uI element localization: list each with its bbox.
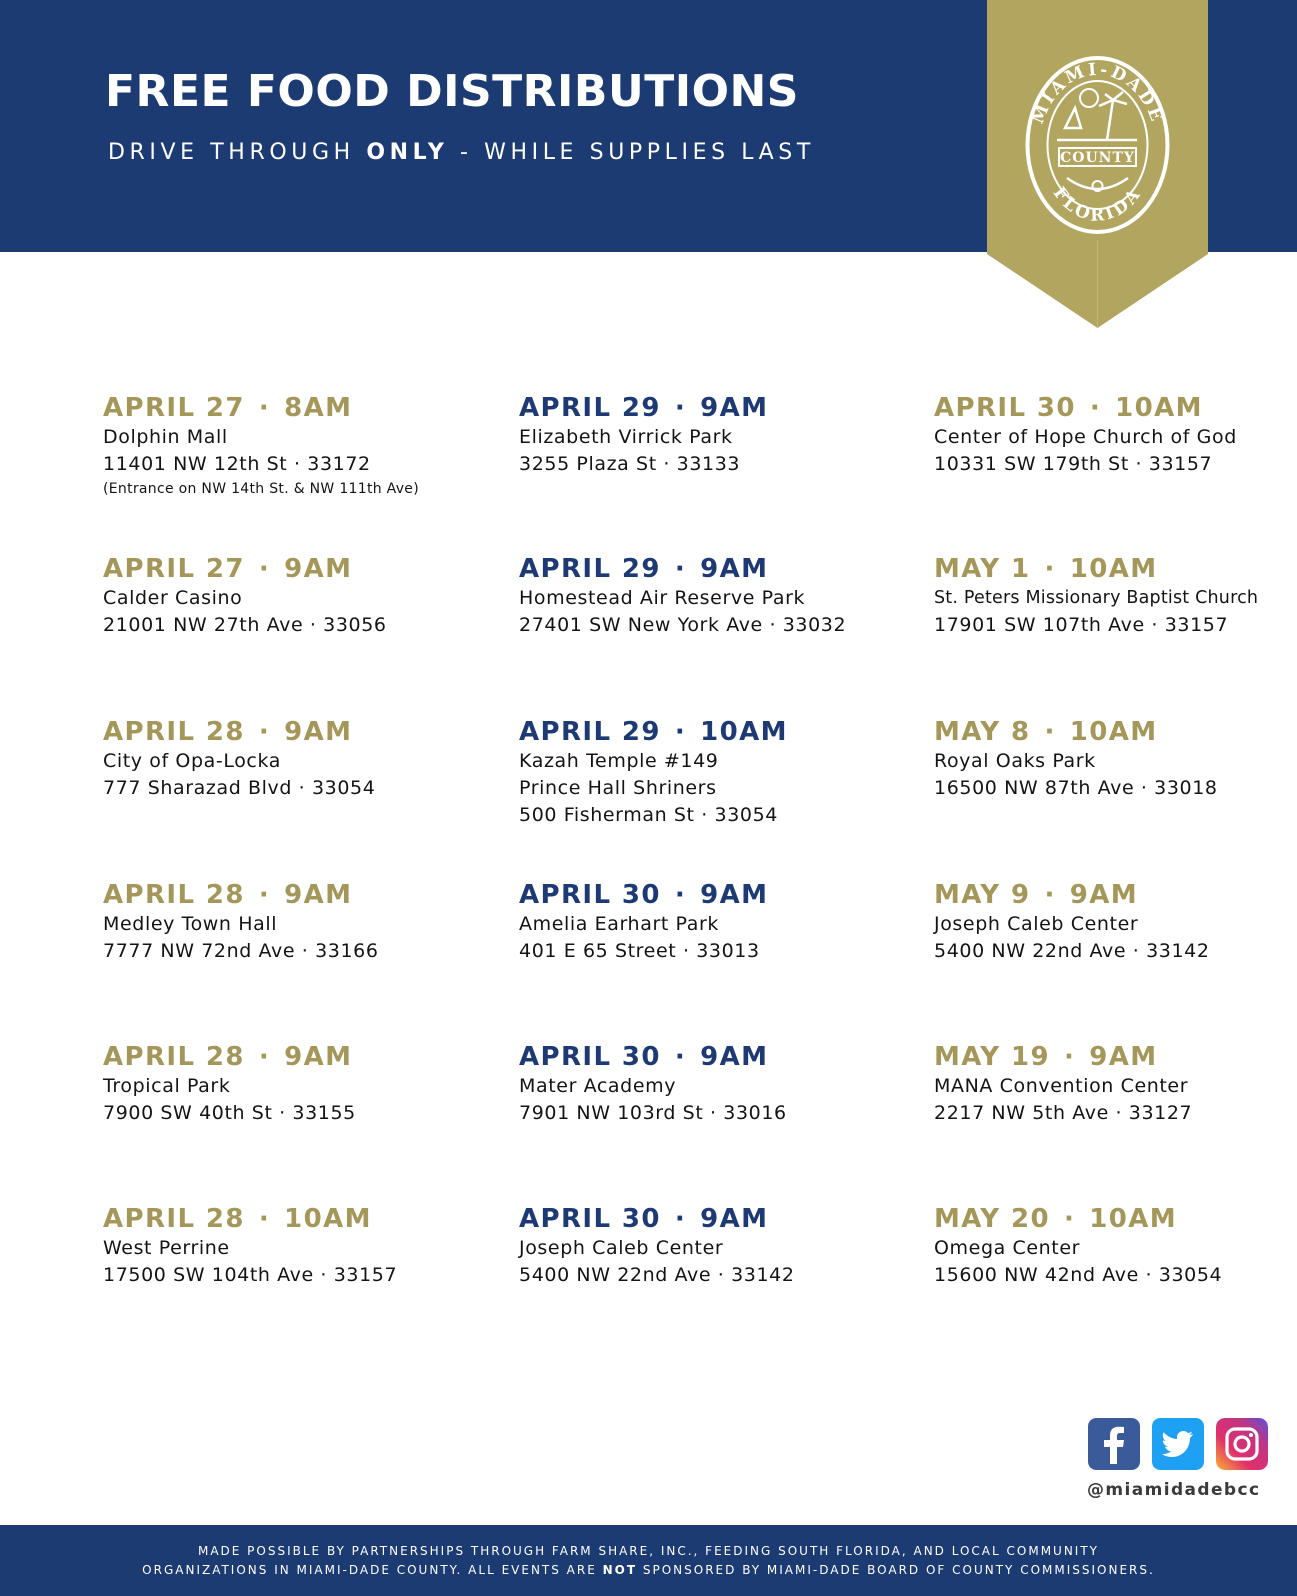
separator-dot: · bbox=[674, 880, 687, 910]
event-venue: St. Peters Missionary Baptist Church bbox=[934, 588, 1259, 608]
event-card bbox=[103, 716, 473, 802]
separator-dot: · bbox=[258, 1204, 271, 1234]
separator-dot: · bbox=[258, 1042, 271, 1072]
separator-dot: · bbox=[674, 1204, 687, 1234]
event-date: MAY 1 bbox=[934, 554, 1031, 584]
event-datetime bbox=[934, 392, 1297, 424]
social-links bbox=[1088, 1418, 1268, 1470]
event-card bbox=[519, 392, 889, 478]
event-address-line: 10331 SW 179th St · 33157 bbox=[934, 453, 1213, 475]
social-handle[interactable]: @miamidadebcc bbox=[1087, 1480, 1261, 1500]
event-time: 9AM bbox=[1089, 1042, 1158, 1072]
event-venue: West Perrine bbox=[103, 1237, 230, 1259]
event-venue: Mater Academy bbox=[519, 1075, 677, 1097]
separator-dot: · bbox=[1044, 554, 1056, 584]
event-date: APRIL 29 bbox=[519, 393, 661, 423]
event-card bbox=[519, 1041, 889, 1127]
event-address-line: 17500 SW 104th Ave · 33157 bbox=[103, 1264, 398, 1286]
event-date: MAY 20 bbox=[934, 1204, 1050, 1234]
event-address-line: 7777 NW 72nd Ave · 33166 bbox=[103, 940, 379, 962]
event-address-line: (Entrance on NW 14th St. & NW 111th Ave) bbox=[103, 481, 419, 497]
event-card bbox=[934, 1041, 1297, 1127]
event-datetime bbox=[103, 553, 473, 585]
event-venue: MANA Convention Center bbox=[934, 1075, 1189, 1097]
event-venue: Dolphin Mall bbox=[103, 426, 228, 448]
event-datetime bbox=[934, 1203, 1297, 1235]
event-venue: Medley Town Hall bbox=[103, 913, 278, 935]
footer-line-2 bbox=[0, 1563, 1297, 1577]
subtitle-text-2: - WHILE SUPPLIES LAST bbox=[448, 140, 815, 165]
event-time: 9AM bbox=[700, 1204, 769, 1234]
event-datetime bbox=[934, 716, 1297, 748]
event-time: 10AM bbox=[284, 1204, 372, 1234]
event-date: APRIL 28 bbox=[103, 717, 245, 747]
twitter-icon[interactable] bbox=[1152, 1418, 1204, 1470]
event-venue: Calder Casino bbox=[103, 587, 243, 609]
separator-dot: · bbox=[1044, 717, 1056, 747]
footer-line-2-text-1: ORGANIZATIONS IN MIAMI-DADE COUNTY. ALL EVENTS ARE bbox=[142, 1563, 603, 1577]
event-time: 10AM bbox=[700, 717, 788, 747]
event-venue: Joseph Caleb Center bbox=[519, 1237, 724, 1259]
facebook-icon[interactable] bbox=[1088, 1418, 1140, 1470]
separator-dot: · bbox=[1044, 880, 1056, 910]
event-time: 9AM bbox=[700, 393, 769, 423]
event-datetime bbox=[103, 392, 473, 424]
event-time: 8AM bbox=[284, 393, 353, 423]
event-venue: City of Opa-Locka bbox=[103, 750, 281, 772]
event-time: 9AM bbox=[1069, 880, 1139, 910]
event-card bbox=[103, 553, 473, 639]
seal-top-text: MIAMI-DADE bbox=[1027, 59, 1168, 127]
footer-emphasis: NOT bbox=[602, 1563, 638, 1577]
event-venue: Center of Hope Church of God bbox=[934, 426, 1237, 448]
event-date: APRIL 29 bbox=[519, 554, 661, 584]
event-address-line: 7901 NW 103rd St · 33016 bbox=[519, 1102, 787, 1124]
event-datetime bbox=[103, 1203, 473, 1235]
event-card bbox=[934, 1203, 1297, 1289]
event-card bbox=[103, 1203, 473, 1289]
event-datetime bbox=[103, 1041, 473, 1073]
event-date: APRIL 27 bbox=[103, 393, 245, 423]
event-address-line: 401 E 65 Street · 33013 bbox=[519, 940, 760, 962]
event-address-line: 27401 SW New York Ave · 33032 bbox=[519, 614, 847, 636]
event-venue: Kazah Temple #149 bbox=[519, 750, 719, 772]
event-datetime bbox=[519, 879, 889, 911]
event-card bbox=[934, 716, 1297, 802]
event-datetime bbox=[934, 1041, 1297, 1073]
event-time: 9AM bbox=[284, 1042, 353, 1072]
event-date: APRIL 28 bbox=[103, 1042, 245, 1072]
event-card bbox=[519, 553, 889, 639]
event-date: APRIL 30 bbox=[519, 880, 661, 910]
event-address-line: 21001 NW 27th Ave · 33056 bbox=[103, 614, 387, 636]
separator-dot: · bbox=[674, 393, 687, 423]
event-address-line: 3255 Plaza St · 33133 bbox=[519, 453, 741, 475]
separator-dot: · bbox=[258, 717, 271, 747]
event-card bbox=[934, 879, 1297, 965]
separator-dot: · bbox=[674, 554, 687, 584]
event-card bbox=[519, 716, 889, 829]
event-time: 9AM bbox=[700, 880, 769, 910]
event-time: 9AM bbox=[284, 554, 353, 584]
event-address-line: 500 Fisherman St · 33054 bbox=[519, 804, 778, 826]
event-venue: Royal Oaks Park bbox=[934, 750, 1096, 772]
event-date: MAY 9 bbox=[934, 880, 1031, 910]
event-datetime bbox=[519, 716, 889, 748]
separator-dot: · bbox=[1063, 1042, 1076, 1072]
separator-dot: · bbox=[1063, 1204, 1076, 1234]
event-venue: Omega Center bbox=[934, 1237, 1081, 1259]
event-venue: Joseph Caleb Center bbox=[934, 913, 1139, 935]
event-datetime bbox=[103, 879, 473, 911]
event-time: 10AM bbox=[1115, 393, 1203, 423]
event-date: APRIL 28 bbox=[103, 880, 245, 910]
separator-dot: · bbox=[674, 717, 687, 747]
event-time: 9AM bbox=[284, 717, 353, 747]
event-address-line: 7900 SW 40th St · 33155 bbox=[103, 1102, 356, 1124]
event-address-line: 2217 NW 5th Ave · 33127 bbox=[934, 1102, 1193, 1124]
event-card bbox=[103, 879, 473, 965]
page-title: FREE FOOD DISTRIBUTIONS bbox=[105, 66, 799, 117]
seal-middle-text: COUNTY bbox=[1060, 150, 1135, 166]
separator-dot: · bbox=[674, 1042, 687, 1072]
event-date: APRIL 30 bbox=[519, 1204, 661, 1234]
event-date: MAY 19 bbox=[934, 1042, 1050, 1072]
event-address-line: 17901 SW 107th Ave · 33157 bbox=[934, 614, 1229, 636]
event-datetime bbox=[519, 1203, 889, 1235]
event-date: APRIL 29 bbox=[519, 717, 661, 747]
event-time: 9AM bbox=[284, 880, 353, 910]
event-date: APRIL 27 bbox=[103, 554, 245, 584]
event-card bbox=[519, 879, 889, 965]
event-venue: Tropical Park bbox=[103, 1075, 231, 1097]
event-address-line: Prince Hall Shriners bbox=[519, 777, 717, 799]
separator-dot: · bbox=[258, 554, 271, 584]
event-address-line: 5400 NW 22nd Ave · 33142 bbox=[934, 940, 1210, 962]
event-venue: Elizabeth Virrick Park bbox=[519, 426, 733, 448]
event-venue: Homestead Air Reserve Park bbox=[519, 587, 806, 609]
event-time: 10AM bbox=[1069, 717, 1158, 747]
separator-dot: · bbox=[258, 880, 271, 910]
event-card bbox=[934, 392, 1297, 478]
event-date: MAY 8 bbox=[934, 717, 1031, 747]
event-datetime bbox=[519, 1041, 889, 1073]
event-card bbox=[519, 1203, 889, 1289]
separator-dot: · bbox=[258, 393, 271, 423]
footer-banner bbox=[0, 1525, 1297, 1596]
event-address-line: 5400 NW 22nd Ave · 33142 bbox=[519, 1264, 795, 1286]
event-time: 10AM bbox=[1089, 1204, 1178, 1234]
event-time: 9AM bbox=[700, 554, 769, 584]
event-date: APRIL 30 bbox=[934, 393, 1076, 423]
event-datetime bbox=[103, 716, 473, 748]
event-card bbox=[934, 553, 1297, 639]
event-datetime bbox=[519, 553, 889, 585]
event-card bbox=[103, 392, 473, 500]
subtitle-text-1: DRIVE THROUGH bbox=[108, 140, 367, 165]
event-datetime bbox=[934, 879, 1297, 911]
event-datetime bbox=[519, 392, 889, 424]
event-date: APRIL 28 bbox=[103, 1204, 245, 1234]
event-time: 9AM bbox=[700, 1042, 769, 1072]
event-address-line: 16500 NW 87th Ave · 33018 bbox=[934, 777, 1218, 799]
separator-dot: · bbox=[1089, 393, 1102, 423]
instagram-icon[interactable] bbox=[1216, 1418, 1268, 1470]
event-venue: Amelia Earhart Park bbox=[519, 913, 720, 935]
event-address-line: 11401 NW 12th St · 33172 bbox=[103, 453, 371, 475]
event-address-line: 777 Sharazad Blvd · 33054 bbox=[103, 777, 376, 799]
seal-bottom-text: FLORIDA bbox=[1048, 183, 1147, 226]
event-address-line: 15600 NW 42nd Ave · 33054 bbox=[934, 1264, 1223, 1286]
footer-line-1: MADE POSSIBLE BY PARTNERSHIPS THROUGH FARM SHARE, INC., FEEDING SOUTH FLORIDA, AND LOCAL COMMUNITY bbox=[197, 1544, 1100, 1558]
event-datetime bbox=[934, 553, 1297, 585]
event-card bbox=[103, 1041, 473, 1127]
footer-line-2-text-2: SPONSORED BY MIAMI-DADE BOARD OF COUNTY COMMISSIONERS. bbox=[637, 1563, 1155, 1577]
subtitle-emphasis: ONLY bbox=[366, 140, 449, 165]
event-date: APRIL 30 bbox=[519, 1042, 661, 1072]
event-time: 10AM bbox=[1069, 554, 1158, 584]
